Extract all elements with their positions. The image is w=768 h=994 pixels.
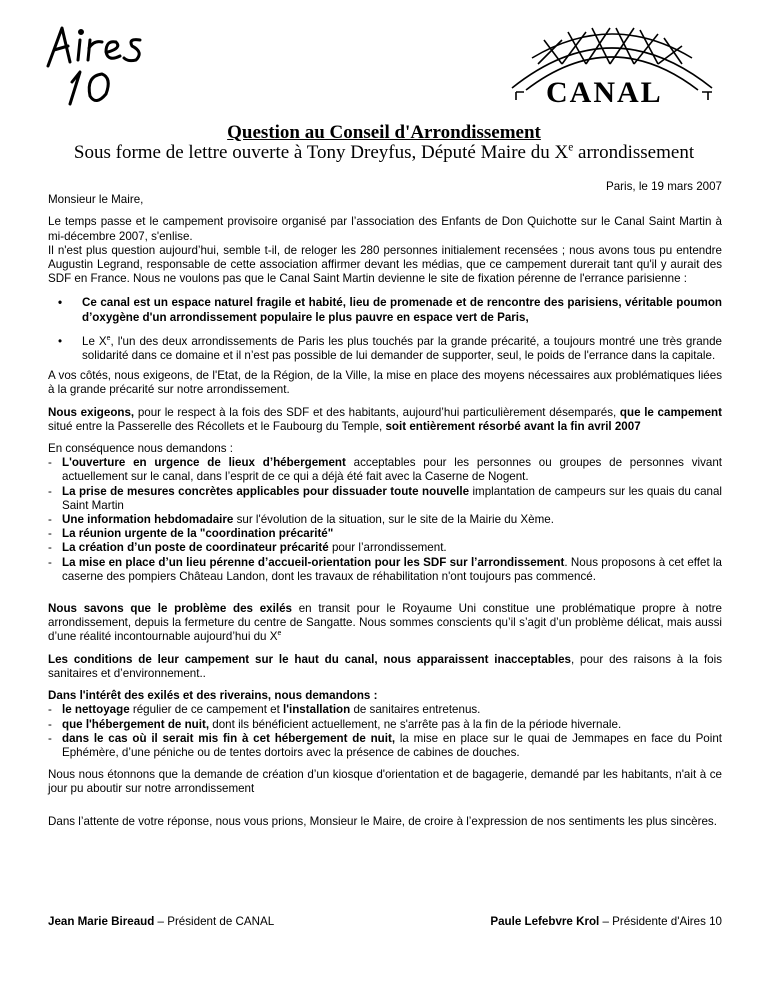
list-item: - le nettoyage régulier de ce campement et l'installation de sanitaires entretenus. bbox=[48, 703, 722, 717]
list-item: - La réunion urgente de la "coordination précarité" bbox=[48, 527, 722, 541]
letter-title: Question au Conseil d'Arrondissement bbox=[227, 122, 541, 143]
list-item: - L'ouverture en urgence de lieux d’hébergement acceptables pour les personnes ou groupes de personnes vivant actuellement sur le canal, dans l’esprit de ce qui a déjà été fait avec la Caserne de Nogent. bbox=[48, 456, 722, 484]
signature-right: Paule Lefebvre Krol – Présidente d'Aires 10 bbox=[490, 915, 722, 928]
demands-list bbox=[48, 456, 722, 584]
canal-bridge-logo bbox=[502, 18, 722, 108]
signatures bbox=[48, 915, 722, 929]
signature-left: Jean Marie Bireaud – Président de CANAL bbox=[48, 915, 275, 928]
list-item: - Une information hebdomadaire sur l'évolution de la situation, sur le site de la Mairie du Xème. bbox=[48, 513, 722, 527]
paragraph-3: Nous exigeons, pour le respect à la fois des SDF et des habitants, aujourd’hui particulièrement désemparés, que le campement situé entre la Passerelle des Récollets et le Faubourg du Temple, soit entièrement résorbé avant la fin avril 2007 bbox=[48, 405, 722, 433]
paragraph-2: A vos côtés, nous exigeons, de l'Etat, de la Région, de la Ville, la mise en place des moyens nécessaires aux problématiques liées à la grande précarité sur notre arrondissement. bbox=[48, 369, 722, 397]
list-item: - dans le cas où il serait mis fin à cet hébergement de nuit, la mise en place sur le quai de Jemmapes en face du Point Ephémère, d’une péniche ou de tentes dortoirs avec la présence de cabines de douches. bbox=[48, 732, 722, 760]
paragraph-8: Nous nous étonnons que la demande de création d’un kiosque d'orientation et de bagagerie, demandé par les habitants, n'ait à ce jour pu aboutir sur notre arrondissement bbox=[48, 768, 722, 796]
demands2-intro: Dans l'intérêt des exilés et des riverains, nous demandons : bbox=[48, 689, 378, 703]
letter-body bbox=[48, 180, 722, 829]
list-item: - La prise de mesures concrètes applicables pour dissuader toute nouvelle implantation de campeurs sur les quais du canal Saint Martin bbox=[48, 485, 722, 513]
list-item: - que l'hébergement de nuit, dont ils bénéficient actuellement, ne s'arrête pas à la fin de la période hivernale. bbox=[48, 718, 722, 732]
canal-logo-text: CANAL bbox=[546, 76, 663, 108]
list-item: • Ce canal est un espace naturel fragile et habité, lieu de promenade et de rencontre des parisiens, véritable poumon d’oxygène d'un arrondissement populaire le plus pauvre en espace vert de Paris, bbox=[48, 296, 722, 324]
paragraph-5: Nous savons que le problème des exilés en transit pour le Royaume Uni constitue une problématique propre à notre arrondissement, depuis la fermeture du centre de Sangatte. Nous sommes conscients qu’il s’agit d’un problème délicat, mais aussi d’une réalité incontournable aujourd’hui du Xe bbox=[48, 602, 722, 644]
letter-date: Paris, le 19 mars 2007 bbox=[606, 180, 722, 193]
paragraph-1b: Il n'est plus question aujourd’hui, semble t-il, de reloger les 280 personnes initialement recensées ; nous avons tous pu entendre Augustin Legrand, responsable de cette association affirmer devant les médias, que ce campement durerait tant qu'il y aurait des SDF en France. Nous ne voulons pas que le Canal Saint Martin devienne le site de fixation pérenne de l'errance parisienne : bbox=[48, 243, 722, 286]
paragraph-6: Les conditions de leur campement sur le haut du canal, nous apparaissent inacceptables, pour des raisons à la fois sanitaires et d’environnement.. bbox=[48, 652, 722, 680]
demands-intro: En conséquence nous demandons : bbox=[48, 442, 233, 456]
salutation: Monsieur le Maire, bbox=[48, 193, 144, 207]
demands2-list bbox=[48, 703, 722, 760]
list-item: - La mise en place d’un lieu pérenne d’accueil-orientation pour les SDF sur l’arrondissement. Nous proposons à cet effet la caserne des pompiers Château Landon, dont les travaux de réhabilitation n'ont toujours pas commencé. bbox=[48, 556, 722, 584]
list-item: • Le Xe, l'un des deux arrondissements de Paris les plus touchés par la grande précarité, a toujours montré une très grande solidarité dans ce domaine et il n’est pas possible de lui demander de supporter, seul, le poids de l'errance dans la capitale. bbox=[48, 335, 722, 363]
list-item: - La création d’un poste de coordinateur précarité pour l’arrondissement. bbox=[48, 541, 722, 555]
letter-subtitle: Sous forme de lettre ouverte à Tony Dreyfus, Député Maire du Xe arrondissement bbox=[73, 141, 695, 163]
paragraph-1a: Le temps passe et le campement provisoire organisé par l’association des Enfants de Don Quichotte sur le Canal Saint Martin à mi-décembre 2007, s'enlise. bbox=[48, 215, 722, 243]
closing-paragraph: Dans l’attente de votre réponse, nous vous prions, Monsieur le Maire, de croire à l’expression de nos sentiments les plus sincères. bbox=[48, 814, 717, 828]
aires10-logo bbox=[40, 18, 160, 108]
concerns-list bbox=[48, 296, 722, 363]
